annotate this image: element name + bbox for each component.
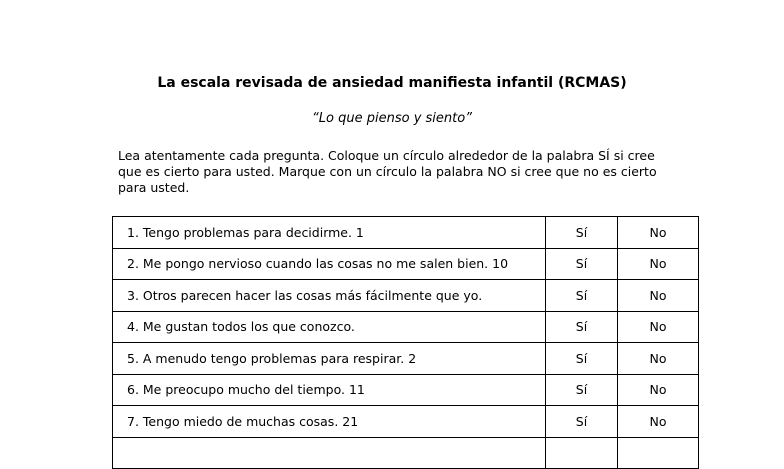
question-text: 4. Me gustan todos los que conozco. <box>113 311 546 343</box>
question-text: 1. Tengo problemas para decidirme. 1 <box>113 217 546 249</box>
answer-yes-option[interactable]: Sí <box>546 311 618 343</box>
answer-yes-option[interactable]: Sí <box>546 248 618 280</box>
question-text: 3. Otros parecen hacer las cosas más fácilmente que yo. <box>113 280 546 312</box>
answer-no-option[interactable]: No <box>618 217 699 249</box>
table-row <box>113 248 699 280</box>
table-row <box>113 406 699 438</box>
answer-yes-option[interactable]: Sí <box>546 280 618 312</box>
answer-yes-option[interactable]: Sí <box>546 343 618 375</box>
questions-table <box>112 216 699 469</box>
answer-yes-option[interactable]: Sí <box>546 217 618 249</box>
document-subtitle: “Lo que pienso y siento” <box>312 111 472 126</box>
answer-yes-option[interactable]: Sí <box>546 406 618 438</box>
table-row <box>113 217 699 249</box>
question-text <box>113 437 546 469</box>
answer-no-option[interactable]: No <box>618 311 699 343</box>
answer-no-option[interactable]: No <box>618 280 699 312</box>
answer-no-option[interactable]: No <box>618 406 699 438</box>
answer-yes-option[interactable]: Sí <box>546 374 618 406</box>
question-text: 2. Me pongo nervioso cuando las cosas no me salen bien. 10 <box>113 248 546 280</box>
instructions-paragraph: Lea atentamente cada pregunta. Coloque un círculo alrededor de la palabra SÍ si cree que es cierto para usted. Marque con un círculo la palabra NO si cree que no es cierto para usted. <box>118 148 657 195</box>
answer-no-option[interactable]: No <box>618 248 699 280</box>
question-text: 5. A menudo tengo problemas para respirar. 2 <box>113 343 546 375</box>
answer-no-option[interactable]: No <box>618 343 699 375</box>
answer-no-option[interactable] <box>618 437 699 469</box>
table-row <box>113 280 699 312</box>
table-row <box>113 374 699 406</box>
question-text: 6. Me preocupo mucho del tiempo. 11 <box>113 374 546 406</box>
table-row <box>113 343 699 375</box>
table-row <box>113 311 699 343</box>
question-text: 7. Tengo miedo de muchas cosas. 21 <box>113 406 546 438</box>
table-row <box>113 437 699 469</box>
answer-no-option[interactable]: No <box>618 374 699 406</box>
document-title: La escala revisada de ansiedad manifiesta infantil (RCMAS) <box>157 75 627 91</box>
answer-yes-option[interactable] <box>546 437 618 469</box>
